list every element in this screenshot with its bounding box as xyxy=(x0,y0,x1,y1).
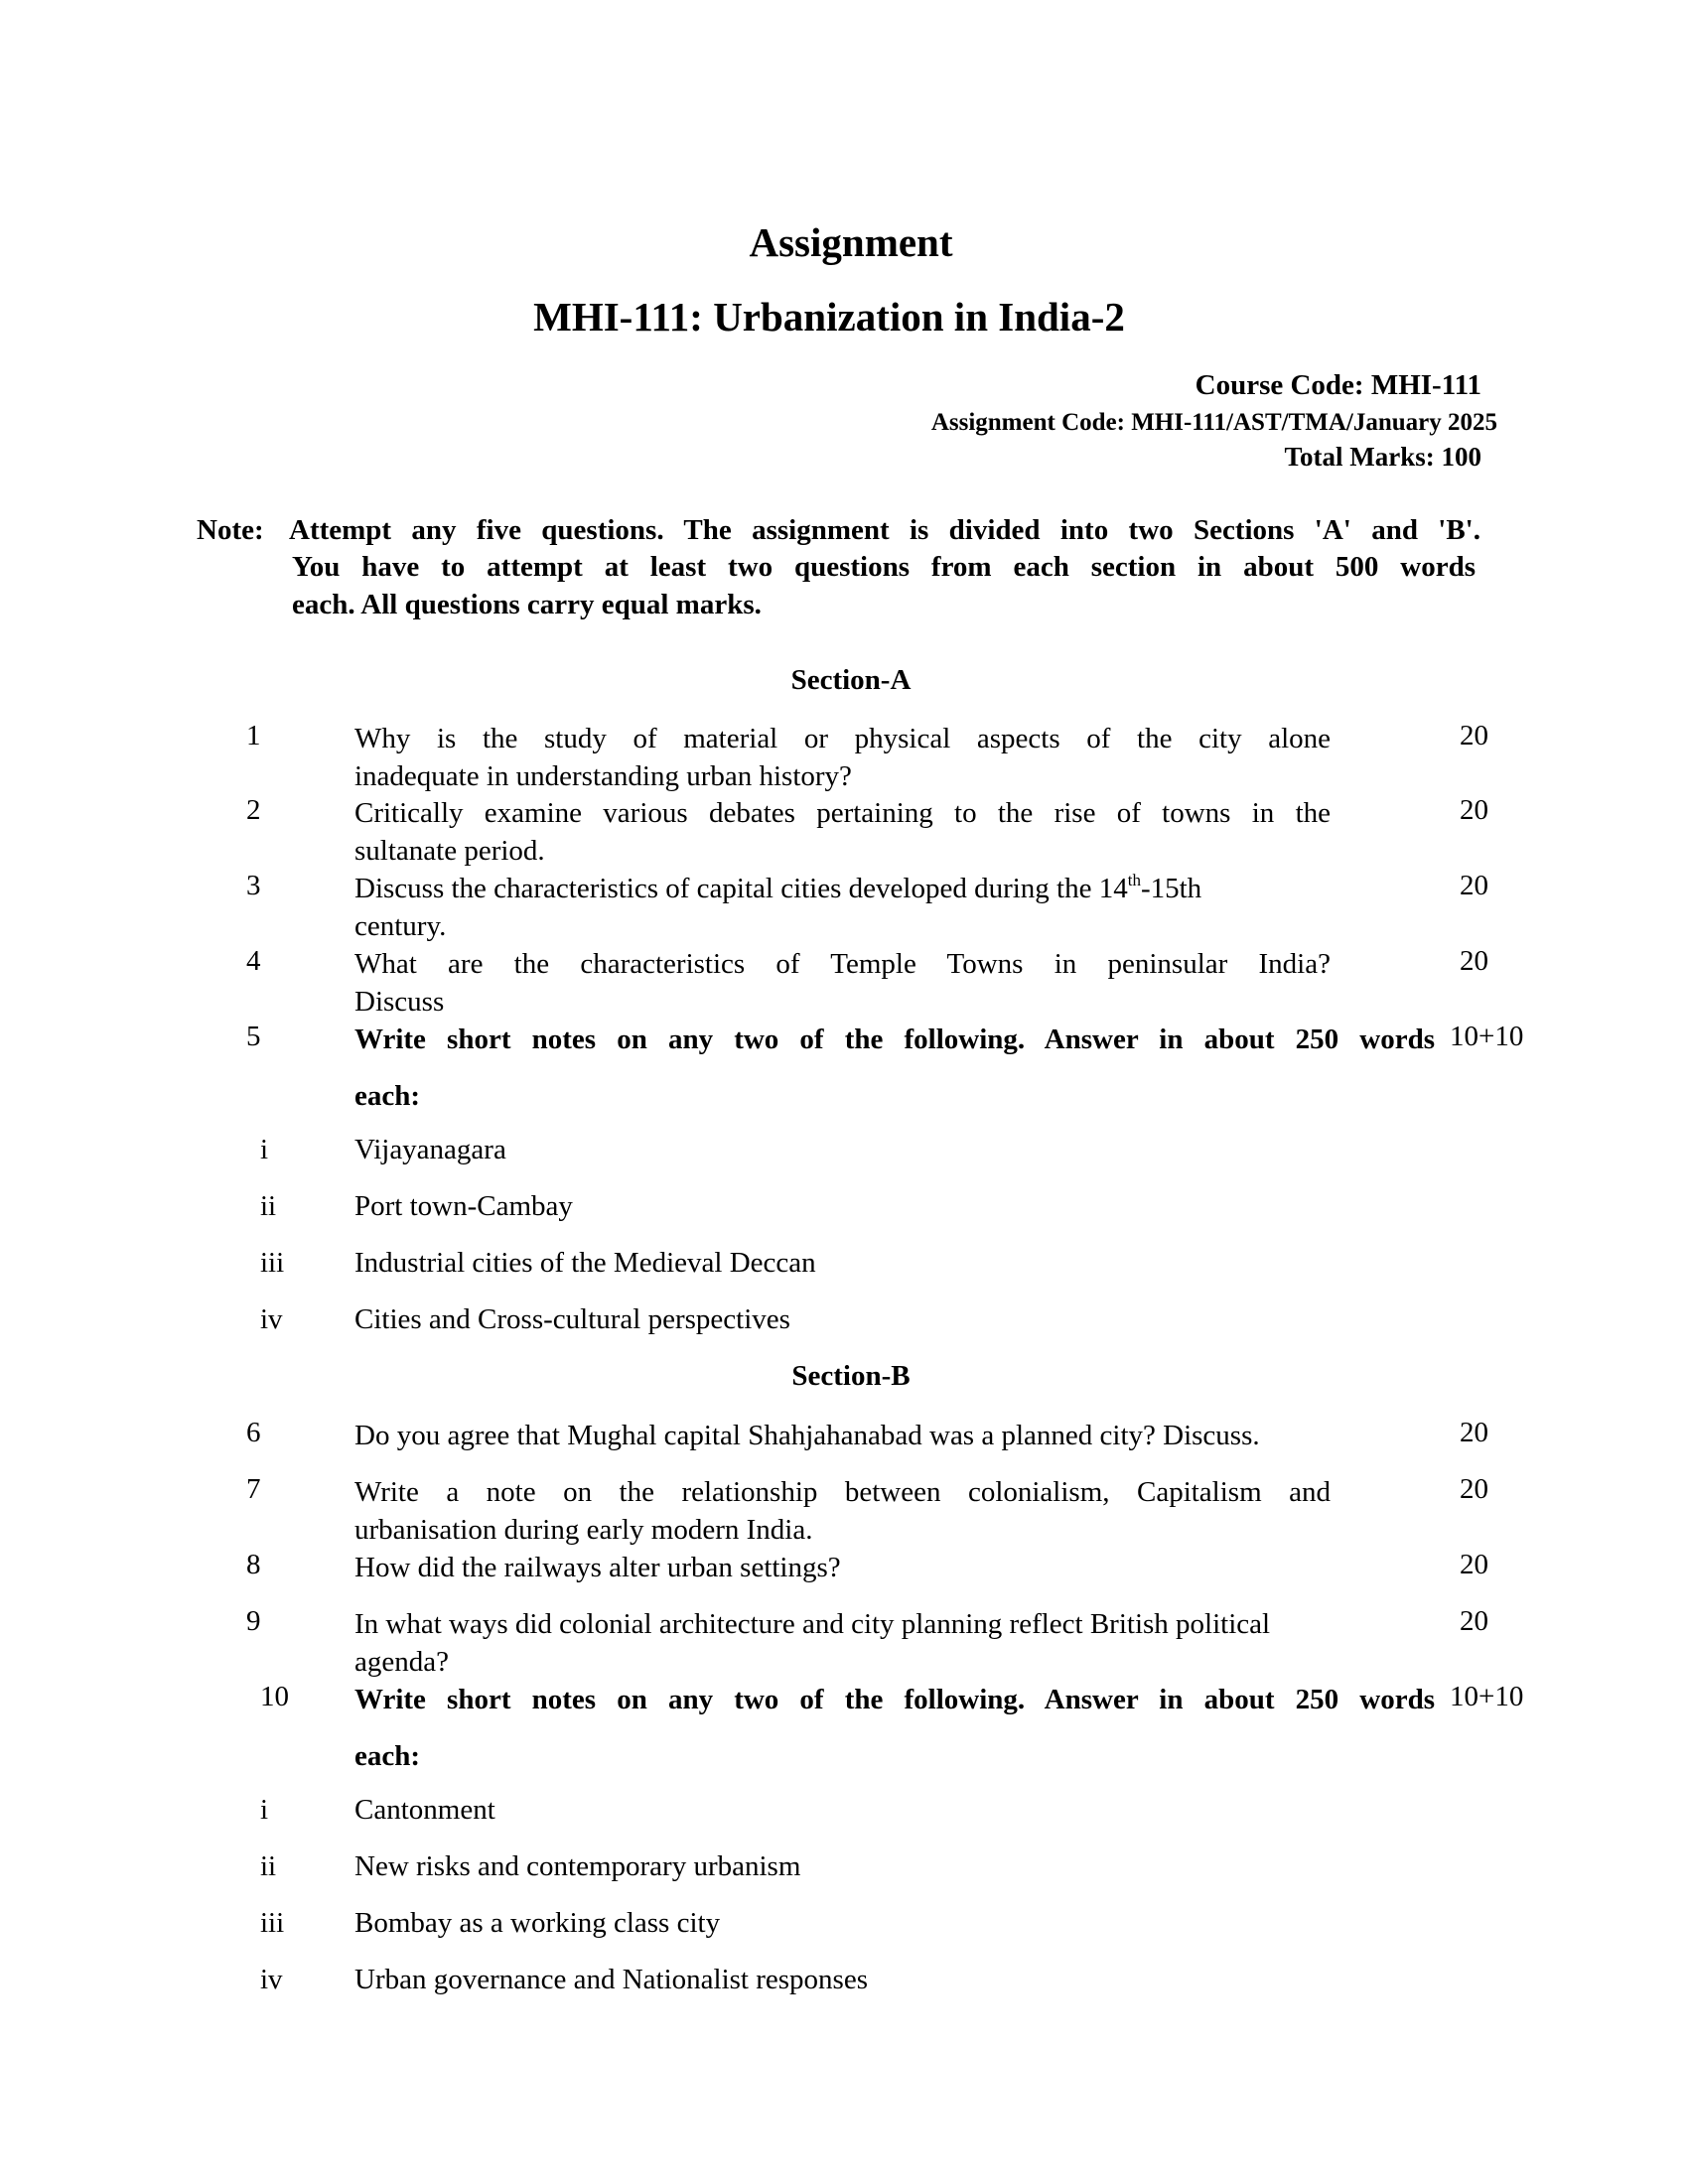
question-text: What are the characteristics of Temple Towns in peninsular India? Discuss xyxy=(354,948,1331,1018)
question-text: Write short notes on any two of the following. Answer in about 250 words xyxy=(354,1684,1435,1715)
note-line-3: each. All questions carry equal marks. xyxy=(292,589,762,620)
course-code: Course Code: MHI-111 xyxy=(1195,369,1481,401)
question-text: Critically examine various debates pertaining to the rise of towns in the sultanate period. xyxy=(354,797,1331,867)
question-text-continued: each: xyxy=(354,1740,421,1772)
section-a-heading: Section-A xyxy=(790,664,912,696)
question-marks: 10+10 xyxy=(1450,1021,1524,1052)
question-text: Write short notes on any two of the following. Answer in about 250 words xyxy=(354,1024,1435,1055)
question-marks: 20 xyxy=(1460,945,1488,977)
question-number: 4 xyxy=(246,945,261,977)
question-text: In what ways did colonial architecture and city planning reflect British political agenda? xyxy=(354,1608,1271,1678)
question-number: 2 xyxy=(246,794,261,826)
note-label: Note: xyxy=(197,514,264,546)
sub-item-number: iii xyxy=(260,1247,285,1279)
question-number: 6 xyxy=(246,1417,261,1448)
question-text: Why is the study of material or physical aspects of the city alone inadequate in understanding urban history? xyxy=(354,723,1331,792)
assignment-code: Assignment Code: MHI-111/AST/TMA/January 2025 xyxy=(930,409,1497,436)
question-number: 5 xyxy=(246,1021,261,1052)
question-number: 8 xyxy=(246,1549,261,1580)
question-marks: 20 xyxy=(1460,794,1488,826)
question-marks: 20 xyxy=(1460,870,1488,901)
question-marks: 20 xyxy=(1460,720,1488,751)
sub-item-number: iv xyxy=(260,1964,283,1995)
question-number: 10 xyxy=(260,1681,289,1712)
sub-item-text: Port town-Cambay xyxy=(354,1190,573,1222)
sub-item-number: i xyxy=(260,1134,269,1165)
question-number: 3 xyxy=(246,870,261,901)
sub-item-number: i xyxy=(260,1794,269,1826)
sub-item-text: New risks and contemporary urbanism xyxy=(354,1850,801,1882)
sub-item-number: iii xyxy=(260,1907,285,1939)
question-marks: 20 xyxy=(1460,1605,1488,1637)
question-number: 1 xyxy=(246,720,261,751)
course-title: MHI-111: Urbanization in India-2 xyxy=(533,294,1125,340)
question-text: How did the railways alter urban settings? xyxy=(354,1552,841,1583)
question-marks: 20 xyxy=(1460,1549,1488,1580)
superscript: th xyxy=(1127,871,1141,889)
question-marks: 20 xyxy=(1460,1417,1488,1448)
document-title: Assignment xyxy=(749,219,953,265)
sub-item-number: iv xyxy=(260,1303,283,1335)
sub-item-text: Industrial cities of the Medieval Deccan xyxy=(354,1247,816,1279)
question-text: Do you agree that Mughal capital Shahjahanabad was a planned city? Discuss. xyxy=(354,1420,1260,1451)
question-text-continued: each: xyxy=(354,1080,421,1112)
question-text: Write a note on the relationship between colonialism, Capitalism and urbanisation during early modern India. xyxy=(354,1476,1331,1546)
question-number: 7 xyxy=(246,1473,261,1505)
question-marks: 10+10 xyxy=(1450,1681,1524,1712)
question-text: Discuss the characteristics of capital cities developed during the 14th-15th century. xyxy=(354,871,1202,942)
question-marks: 20 xyxy=(1460,1473,1488,1505)
question-number: 9 xyxy=(246,1605,261,1637)
sub-item-text: Cantonment xyxy=(354,1794,495,1826)
section-b-heading: Section-B xyxy=(791,1360,911,1392)
sub-item-text: Cities and Cross-cultural perspectives xyxy=(354,1303,790,1335)
sub-item-number: ii xyxy=(260,1850,277,1882)
sub-item-number: ii xyxy=(260,1190,277,1222)
sub-item-text: Vijayanagara xyxy=(354,1134,506,1165)
note-line-1: Attempt any five questions. The assignment is divided into two Sections 'A' and 'B'. xyxy=(289,514,1480,546)
sub-item-text: Urban governance and Nationalist responses xyxy=(354,1964,869,1995)
note-line-2: You have to attempt at least two questions from each section in about 500 words xyxy=(292,551,1476,583)
total-marks: Total Marks: 100 xyxy=(1284,442,1481,472)
sub-item-text: Bombay as a working class city xyxy=(354,1907,721,1939)
